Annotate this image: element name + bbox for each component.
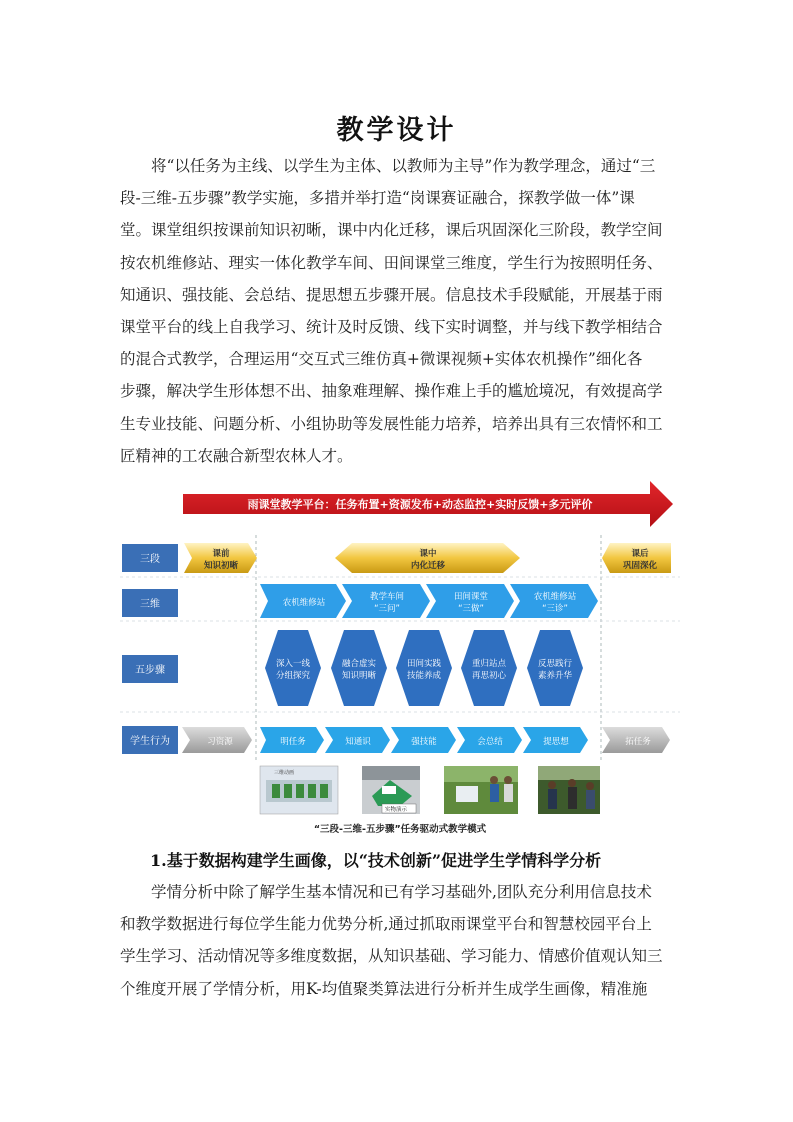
intro-line: 生专业技能、问题分析、小组协助等发展性能力培养，培养出具有三农情怀和工 [120,414,663,433]
svg-text:强技能: 强技能 [411,737,437,747]
svg-text:农机维修站: 农机维修站 [533,592,577,602]
svg-text:内化迁移: 内化迁移 [410,561,446,571]
intro-line: 知通识、强技能、会总结、提思想五步骤开展。信息技术手段赋能，开展基于雨 [120,285,663,304]
svg-text:教学车间: 教学车间 [369,592,405,602]
svg-text:知通识: 知通识 [345,737,371,747]
stage-post [602,543,671,573]
step-hexagon [461,630,517,706]
behavior-chevron [325,727,390,753]
svg-text:融合虚实: 融合虚实 [341,659,377,669]
svg-text:分组探究: 分组探究 [275,671,311,681]
section-paragraph [120,876,680,1005]
svg-text:再思初心: 再思初心 [471,671,507,681]
section-line: 学情分析中除了解学生基本情况和已有学习基础外,团队充分利用信息技术 [151,883,652,901]
step-hexagon [396,630,452,706]
svg-text:课前: 课前 [212,549,230,559]
svg-text:明任务: 明任务 [280,737,306,747]
behavior-chevron [457,727,522,753]
intro-line: 的混合式教学，合理运用“交互式三维仿真+微课视频+实体农机操作”细化各 [120,350,643,369]
svg-text:习资源: 习资源 [207,737,233,747]
figure-caption: “三段-三维-五步骤”任务驱动式教学模式 [313,824,487,835]
stage-mid [335,543,520,573]
stage-pre [184,543,257,573]
dimension-chevron [510,584,598,618]
intro-line: 将“以任务为主线、以学生为主体、以教师为主导”作为教学理念，通过“三 [151,157,656,175]
behavior-chevron [523,727,588,753]
svg-text:反思践行: 反思践行 [537,659,573,669]
row-label-stage [122,544,178,572]
svg-text:三维动画: 三维动画 [274,770,295,776]
svg-text:提思想: 提思想 [543,737,569,747]
section-line: 个维度开展了学情分析，用K-均值聚类算法进行分析并生成学生画像，精准施 [120,979,648,998]
dimension-chevron [342,584,430,618]
svg-text:“三问”: “三问” [374,604,400,614]
section-heading: 1.基于数据构建学生画像，以“技术创新”促进学生学情科学分析 [150,851,602,870]
photo-field-practice [444,766,518,814]
behavior-post [602,727,670,753]
intro-line: 课堂平台的线上自我学习、统计及时反馈、线下实时调整，并与线下教学相结合 [120,318,663,337]
row-label-dimension [122,589,178,617]
svg-text:深入一线: 深入一线 [275,659,311,669]
dimension-chevron [260,584,346,618]
svg-text:重归站点: 重归站点 [471,659,507,669]
step-hexagon [527,630,583,706]
svg-text:“三诊”: “三诊” [542,604,568,614]
intro-line: 按农机维修站、理实一体化教学车间、田间课堂三维度，学生行为按照明任务、 [120,253,663,272]
svg-text:知识明晰: 知识明晰 [341,671,377,681]
page-title: 教学设计 [336,115,457,146]
svg-text:三维: 三维 [140,599,160,610]
intro-line: 堂。课堂组织按课前知识初晰，课中内化迁移，课后巩固深化三阶段，教学空间 [120,221,663,240]
step-hexagon [331,630,387,706]
svg-text:学生行为: 学生行为 [130,736,170,747]
svg-text:技能养成: 技能养成 [406,671,442,681]
teaching-mode-diagram [120,480,680,840]
svg-text:田间课堂: 田间课堂 [453,592,489,602]
behavior-chevron [260,727,324,753]
behavior-pre [182,727,252,753]
photo-field-inspection [538,766,600,814]
behavior-chevron [391,727,456,753]
dimension-chevron [426,584,514,618]
section-line: 和教学数据进行每位学生能力优势分析,通过抓取雨课堂平台和智慧校园平台上 [120,915,652,934]
svg-text:巩固深化: 巩固深化 [622,561,658,571]
photo-3d-simulation [260,766,338,814]
svg-text:知识初晰: 知识初晰 [203,561,239,571]
svg-text:实物演示: 实物演示 [385,807,408,813]
section-line: 学生学习、活动情况等多维度数据，从知识基础、学习能力、情感价值观认知三 [120,947,663,966]
svg-text:课中: 课中 [419,549,437,559]
intro-line: 步骤，解决学生形体想不出、抽象难理解、操作难上手的尴尬境况，有效提高学 [120,382,663,401]
svg-text:农机维修站: 农机维修站 [282,598,326,608]
svg-text:田间实践: 田间实践 [406,659,442,669]
intro-line: 段-三维-五步骤”教学实施，多措并举打造“岗课赛证融合，探教学做一体”课 [120,189,635,208]
platform-banner-text: 雨课堂教学平台：任务布置+资源发布+动态监控+实时反馈+多元评价 [247,498,593,511]
svg-text:拓任务: 拓任务 [625,737,651,747]
step-hexagon [265,630,321,706]
svg-text:“三做”: “三做” [458,604,484,614]
svg-text:课后: 课后 [631,549,649,559]
svg-text:会总结: 会总结 [477,737,503,747]
svg-text:三段: 三段 [140,554,160,565]
intro-paragraph [120,150,680,472]
intro-line: 匠精神的工农融合新型农林人才。 [120,446,353,465]
row-label-behavior [122,726,178,754]
photo-physical-demo [362,766,420,814]
svg-text:五步骤: 五步骤 [135,665,165,676]
svg-text:素养升华: 素养升华 [537,671,573,681]
row-label-steps [122,655,178,683]
